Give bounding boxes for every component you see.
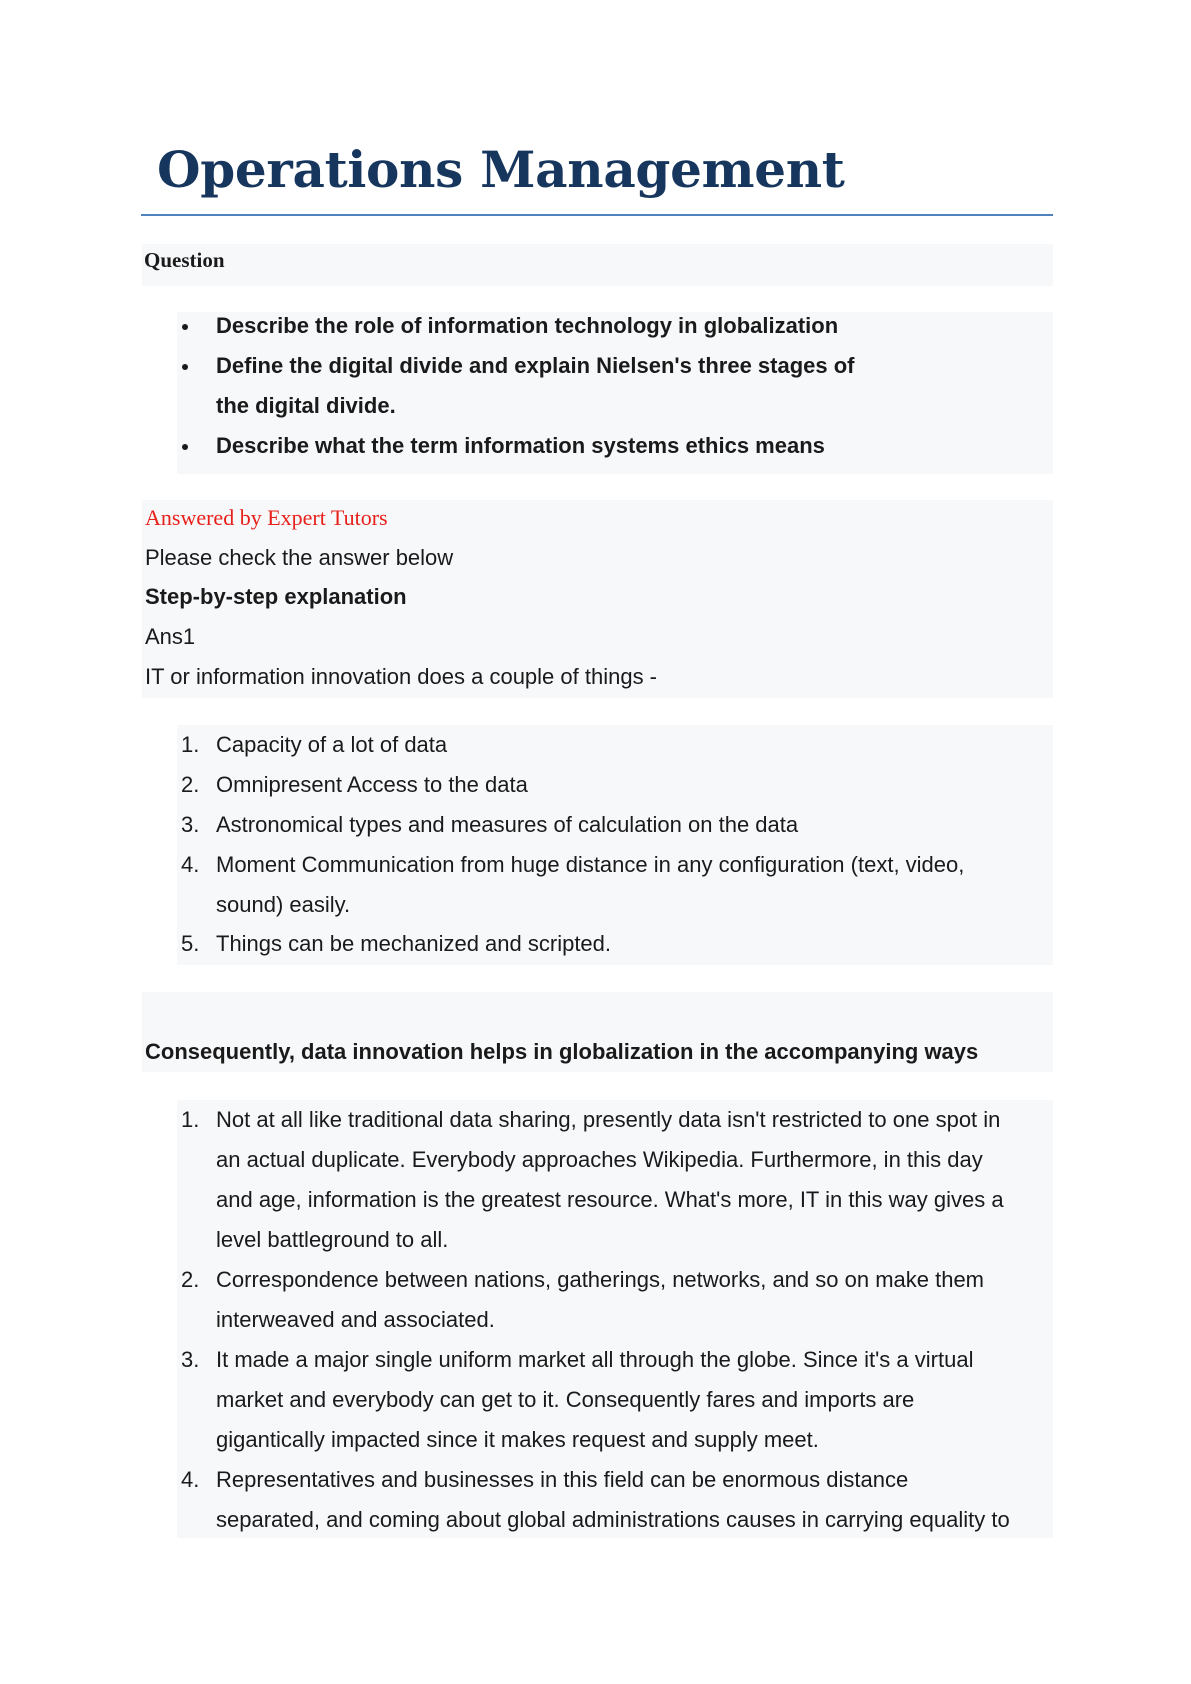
list-item-continuation: and age, information is the greatest resource. What's more, IT in this way gives a	[216, 1187, 1004, 1212]
question-bullet: Describe the role of information technology in globalization	[216, 313, 839, 338]
question-label-block	[142, 244, 1053, 286]
list-number: 2.	[181, 1267, 200, 1292]
list-item-continuation: separated, and coming about global administrations causes in carrying equality to	[216, 1507, 1010, 1532]
question-bullet: Describe what the term information systems ethics means	[216, 433, 825, 458]
bullet-marker	[182, 364, 188, 370]
list-item-continuation: gigantically impacted since it makes request and supply meet.	[216, 1427, 819, 1452]
list-item: Omnipresent Access to the data	[216, 772, 528, 797]
list-item: Moment Communication from huge distance in any configuration (text, video,	[216, 852, 965, 877]
list-number: 5.	[181, 931, 200, 956]
list-item: Representatives and businesses in this field can be enormous distance	[216, 1467, 909, 1492]
page-title: Operations Management	[157, 140, 845, 199]
answered-by-label: Answered by Expert Tutors	[145, 505, 388, 530]
list-item: Not at all like traditional data sharing, presently data isn't restricted to one spot in	[216, 1107, 1001, 1132]
list-number: 4.	[181, 1467, 200, 1492]
bullet-marker	[182, 324, 188, 330]
list-item: It made a major single uniform market all through the globe. Since it's a virtual	[216, 1347, 974, 1372]
list-number: 1.	[181, 732, 200, 757]
list-number: 3.	[181, 1347, 200, 1372]
question-bullet: Define the digital divide and explain Nielsen's three stages of	[216, 353, 855, 378]
list-item: Capacity of a lot of data	[216, 732, 448, 757]
it-intro-text: IT or information innovation does a couple of things -	[145, 664, 658, 689]
list-number: 2.	[181, 772, 200, 797]
step-heading: Step-by-step explanation	[145, 584, 407, 609]
list-item-continuation: market and everybody can get to it. Consequently fares and imports are	[216, 1387, 915, 1412]
answer-label: Ans1	[145, 624, 196, 649]
title-underline	[141, 214, 1053, 216]
list-item-continuation: an actual duplicate. Everybody approaches Wikipedia. Furthermore, in this day	[216, 1147, 983, 1172]
intro-text: Please check the answer below	[145, 545, 454, 570]
list-number: 4.	[181, 852, 200, 877]
list-item-continuation: sound) easily.	[216, 892, 351, 917]
list-item: Things can be mechanized and scripted.	[216, 931, 612, 956]
bullet-marker	[182, 444, 188, 450]
list-number: 3.	[181, 812, 200, 837]
list-item: Correspondence between nations, gatherings, networks, and so on make them	[216, 1267, 985, 1292]
list-item-continuation: interweaved and associated.	[216, 1307, 495, 1332]
list-item-continuation: level battleground to all.	[216, 1227, 449, 1252]
question-bullet-continuation: the digital divide.	[216, 393, 396, 418]
list-item: Astronomical types and measures of calculation on the data	[216, 812, 799, 837]
list-number: 1.	[181, 1107, 200, 1132]
question-label: Question	[144, 248, 225, 272]
consequently-heading: Consequently, data innovation helps in globalization in the accompanying ways	[145, 1039, 979, 1064]
